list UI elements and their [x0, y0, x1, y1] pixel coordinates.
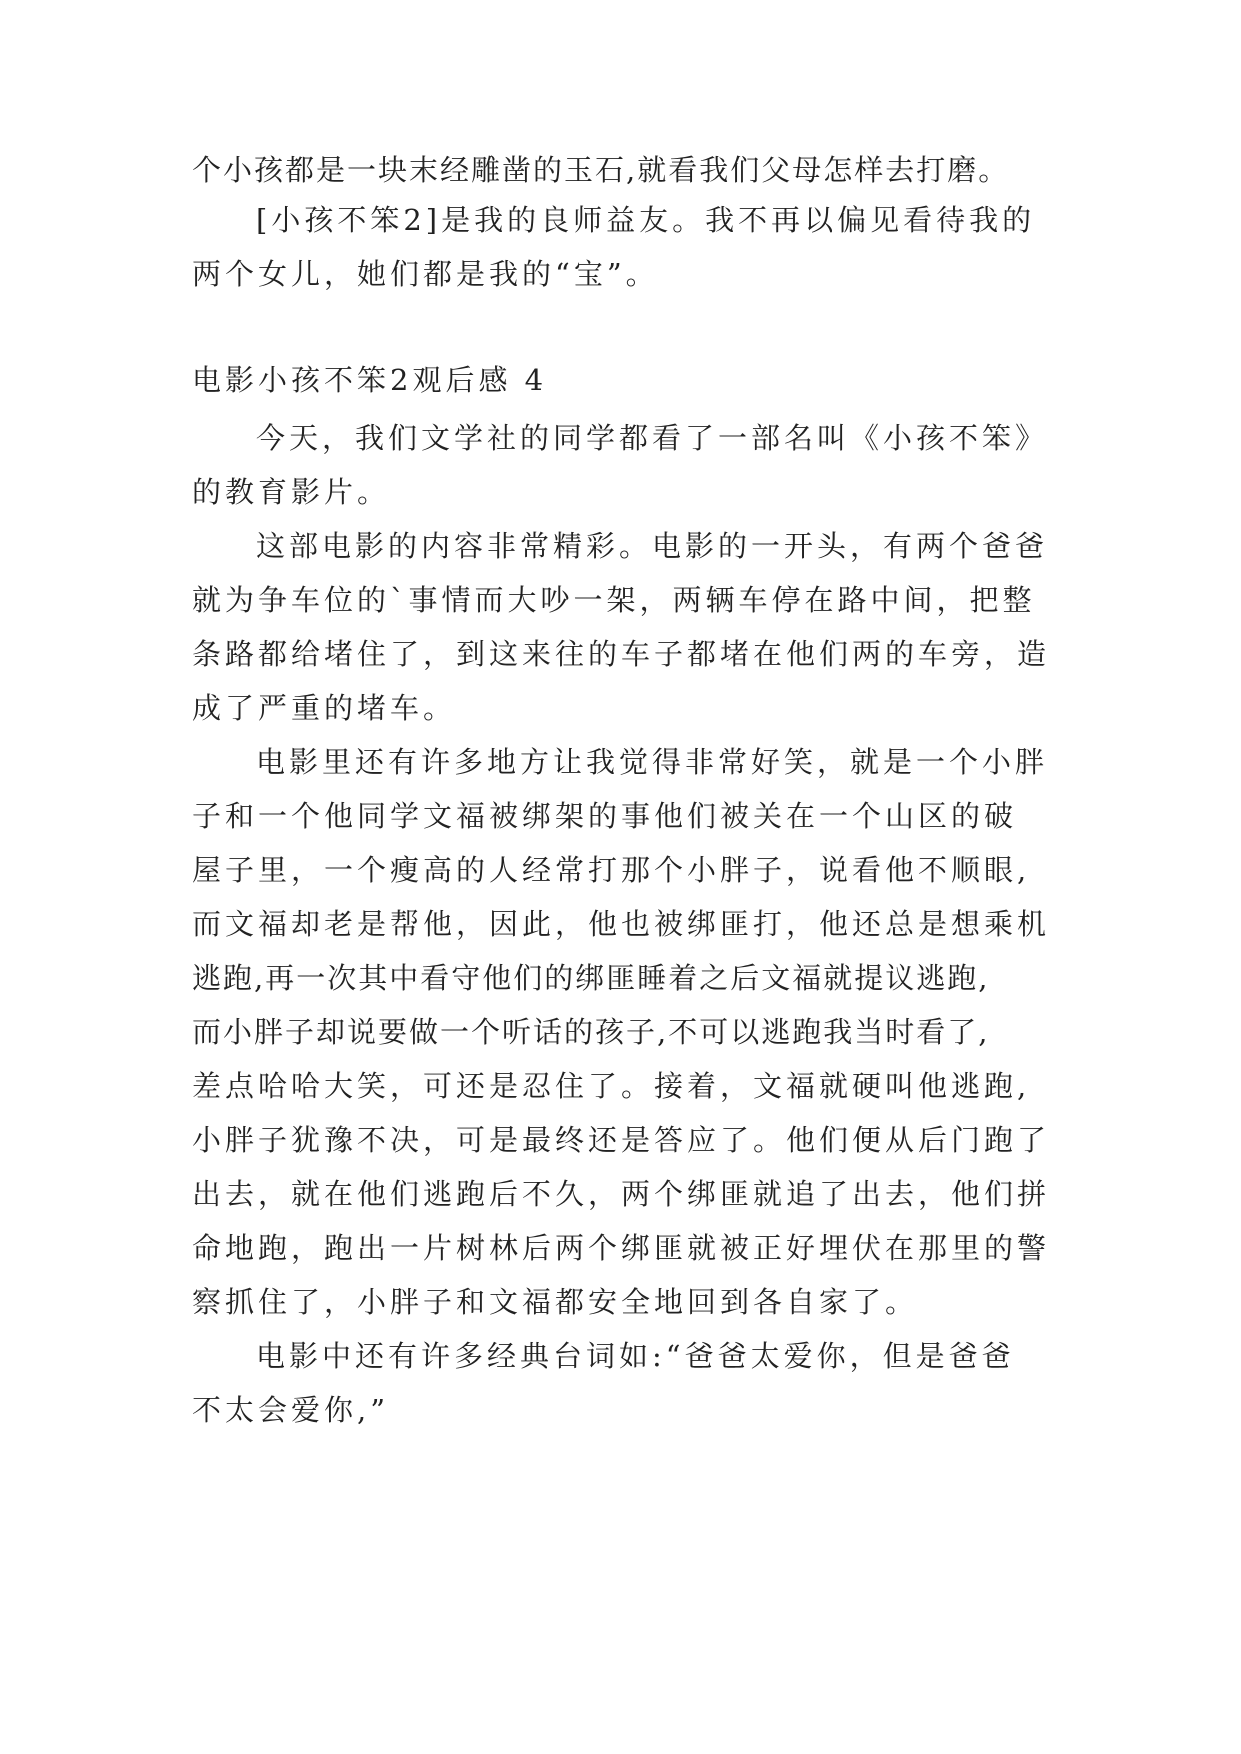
- paragraph-line: 而小胖子却说要做一个听话的孩子,不可以逃跑我当时看了,: [192, 1015, 990, 1049]
- paragraph-line: 个小孩都是一块末经雕凿的玉石,就看我们父母怎样去打磨。: [192, 153, 1010, 187]
- paragraph-line: 条路都给堵住了，到这来往的车子都堵在他们两的车旁，造: [192, 637, 1051, 671]
- paragraph-line: 的教育影片。: [192, 475, 391, 509]
- paragraph-line: 命地跑，跑出一片树林后两个绑匪就被正好埋伏在那里的警: [192, 1231, 1051, 1265]
- section-heading: 电影小孩不笨2观后感 4: [192, 363, 548, 397]
- paragraph-line: 小胖子犹豫不决，可是最终还是答应了。他们便从后门跑了: [192, 1123, 1051, 1157]
- paragraph-line: 察抓住了，小胖子和文福都安全地回到各自家了。: [192, 1285, 919, 1319]
- paragraph-line: 差点哈哈大笑，可还是忍住了。接着，文福就硬叫他逃跑,: [192, 1069, 1031, 1103]
- paragraph-line: 两个女儿，她们都是我的“宝”。: [192, 257, 659, 291]
- paragraph-line: 这部电影的内容非常精彩。电影的一开头，有两个爸爸: [256, 529, 1049, 563]
- paragraph-line: 子和一个他同学文福被绑架的事他们被关在一个山区的破: [192, 799, 1018, 833]
- paragraph-line: 而文福却老是帮他，因此，他也被绑匪打，他还总是想乘机: [192, 907, 1051, 941]
- paragraph-line: 成了严重的堵车。: [192, 691, 457, 725]
- paragraph-line: 不太会爱你,”: [192, 1393, 390, 1427]
- paragraph-line: 就为争车位的`事情而大吵一架，两辆车停在路中间，把整: [192, 583, 1036, 617]
- paragraph-line: 电影中还有许多经典台词如:“爸爸太爱你，但是爸爸: [256, 1339, 1015, 1373]
- paragraph-line: 逃跑,再一次其中看守他们的绑匪睡着之后文福就提议逃跑,: [192, 961, 990, 995]
- paragraph-line: 今天，我们文学社的同学都看了一部名叫《小孩不笨》: [256, 421, 1049, 455]
- paragraph-line: 电影里还有许多地方让我觉得非常好笑，就是一个小胖: [256, 745, 1049, 779]
- paragraph-line: [小孩不笨2]是我的良师益友。我不再以偏见看待我的: [256, 203, 1036, 237]
- paragraph-line: 出去，就在他们逃跑后不久，两个绑匪就追了出去，他们拼: [192, 1177, 1051, 1211]
- paragraph-line: 屋子里，一个瘦高的人经常打那个小胖子，说看他不顺眼,: [192, 853, 1031, 887]
